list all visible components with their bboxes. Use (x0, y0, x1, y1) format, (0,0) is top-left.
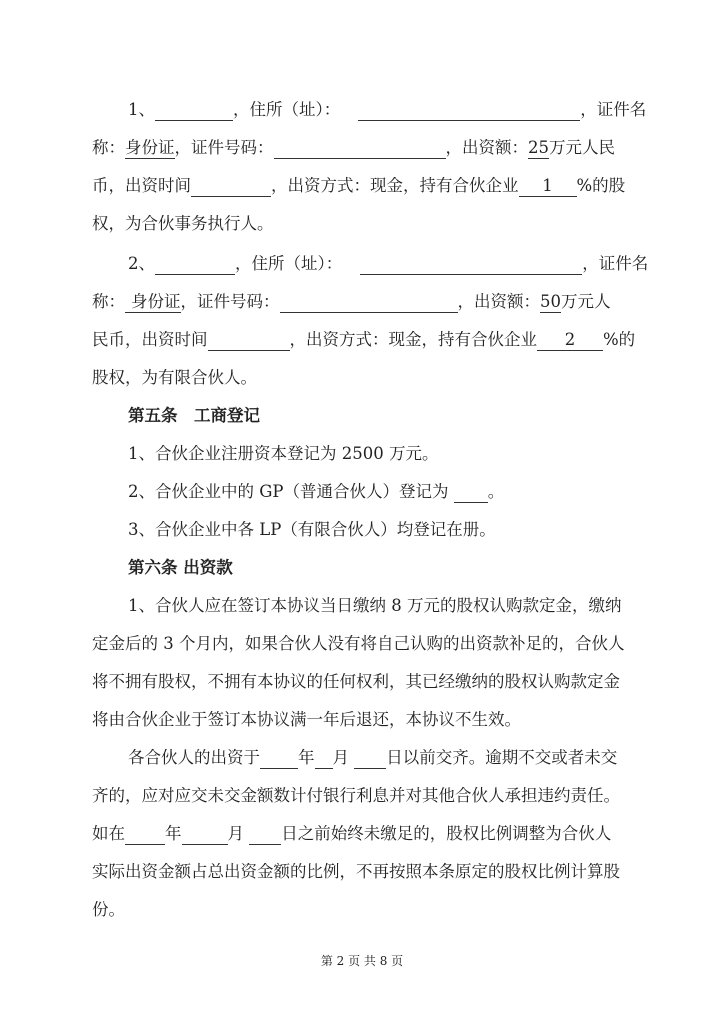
partner1-name-blank (155, 101, 233, 121)
partner1-line4: 权，为合伙事务执行人。 (92, 214, 274, 233)
article6-p1-line4: 将由合伙企业于签订本协议满一年后退还，本协议不生效。 (92, 710, 521, 729)
partner2-line3 (92, 326, 635, 351)
partner2-id-number-blank (280, 293, 458, 313)
deadline-month-blank (315, 749, 333, 769)
address-label: ，住所（址）： (233, 100, 341, 119)
percent-text: %的股 (576, 176, 626, 195)
partner1-percent: 1 (519, 177, 577, 197)
partner1-line3 (92, 172, 625, 197)
article6-p2-line3 (92, 820, 611, 845)
id-number-label: ，证件号码： (180, 292, 280, 311)
id-name-label-cont: 称： (92, 138, 125, 157)
article6-p2-line5: 份。 (92, 900, 125, 919)
final-year-blank (125, 825, 165, 845)
partner1-line2 (92, 134, 615, 159)
article6-heading: 第六条 出资款 (128, 558, 233, 577)
partner2-address-blank (360, 255, 582, 275)
contribution-time-label: 民币，出资时间 (92, 330, 208, 349)
page-footer: 第 2 页 共 8 页 (320, 954, 404, 968)
percent-text: %的 (603, 330, 636, 349)
gp-registration-text: 2、合伙企业中的 GP（普通合伙人）登记为 (128, 482, 449, 501)
partner2-number: 2、 (128, 254, 155, 273)
address-label: ，住所（址）： (235, 254, 343, 273)
article5-item2 (128, 478, 504, 503)
year-label: 年 (165, 824, 182, 843)
article5-item3: 3、合伙企业中各 LP（有限合伙人）均登记在册。 (128, 520, 496, 539)
article6-p1-line1: 1、合伙人应在签订本协议当日缴纳 8 万元的股权认购款定金，缴纳 (128, 596, 622, 615)
partner1-id-type: 身份证 (125, 138, 175, 157)
article6-p2-line1 (128, 744, 617, 769)
partner2-percent: 2 (537, 331, 603, 351)
deadline-text-cont: 日以前交齐。逾期不交或者未交 (386, 748, 618, 767)
adjustment-text: 日之前始终未缴足的，股权比例调整为合伙人 (281, 824, 612, 843)
partner1-address-blank (358, 101, 580, 121)
id-number-label: ，证件号码： (174, 138, 274, 157)
partner2-line1 (128, 250, 648, 275)
article6-p1-line3: 将不拥有股权，不拥有本协议的任何权利，其已经缴纳的股权认购款定金 (92, 672, 620, 691)
contribution-label: ，出资额： (445, 138, 528, 157)
article5-heading: 第五条 工商登记 (128, 406, 260, 425)
partner1-time-blank (191, 177, 271, 197)
deadline-day-blank (354, 749, 386, 769)
gp-name-blank (454, 483, 488, 503)
id-name-label: ，证件名 (580, 100, 647, 119)
id-name-label: ，证件名 (582, 254, 649, 273)
final-day-blank (249, 825, 281, 845)
partner1-number: 1、 (128, 100, 155, 119)
contribution-time-label: 币，出资时间 (92, 176, 191, 195)
partner2-name-blank (155, 255, 235, 275)
id-name-label-cont: 称： (92, 292, 125, 311)
currency-text: 万元人民 (549, 138, 615, 157)
partner2-amount: 50 (540, 292, 561, 311)
currency-text: 万元人 (561, 292, 611, 311)
deadline-text: 各合伙人的出资于 (128, 748, 260, 767)
partner1-id-number-blank (274, 139, 446, 159)
month-label: 月 (227, 824, 244, 843)
partner2-line2 (92, 288, 611, 313)
partner1-line1 (128, 96, 646, 121)
article6-p1-line2: 定金后的 3 个月内，如果合伙人没有将自己认购的出资款补足的，合伙人 (92, 634, 625, 653)
if-text: 如在 (92, 824, 125, 843)
partner2-line4: 股权，为有限合伙人。 (92, 368, 257, 387)
contribution-method-text: ，出资方式：现金，持有合伙企业 (271, 176, 519, 195)
partner1-amount: 25 (528, 138, 549, 157)
deadline-year-blank (260, 749, 298, 769)
partner2-time-blank (208, 331, 290, 351)
partner2-id-type: 身份证 (125, 293, 181, 313)
article6-p2-line2: 齐的，应对应交未交金额数计付银行利息并对其他合伙人承担违约责任。 (92, 786, 620, 805)
article5-item1: 1、合伙企业注册资本登记为 2500 万元。 (128, 444, 439, 463)
contribution-method-text: ，出资方式：现金，持有合伙企业 (289, 330, 537, 349)
month-label: 月 (332, 748, 349, 767)
year-label: 年 (298, 748, 315, 767)
final-month-blank (182, 825, 228, 845)
contribution-label: ，出资额： (457, 292, 540, 311)
article6-p2-line4: 实际出资金额占总出资金额的比例，不再按照本条原定的股权比例计算股 (92, 862, 620, 881)
period: 。 (487, 482, 505, 501)
